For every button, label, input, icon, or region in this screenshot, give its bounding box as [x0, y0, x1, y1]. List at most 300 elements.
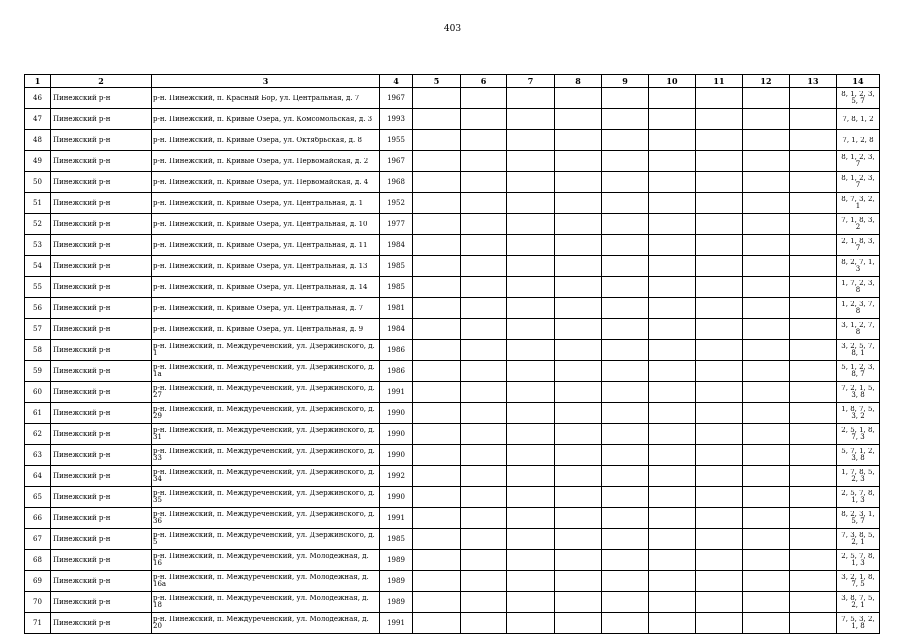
empty-cell-col-8: [555, 235, 602, 256]
row-number-cell: 50: [25, 172, 51, 193]
address-cell: [152, 277, 380, 298]
empty-cell-col-11: [696, 88, 743, 109]
table-row: [25, 319, 880, 340]
address-cell-text: р-н. Пинежский, п. Кривые Озера, ул. Центральная, д. 9: [153, 325, 364, 333]
empty-cell-col-5: [413, 256, 461, 277]
address-cell: [152, 130, 380, 151]
empty-cell-col-12: [743, 592, 790, 613]
codes-cell-text: 8, 2, 7, 1, 3: [841, 259, 875, 273]
table-row: [25, 508, 880, 529]
codes-cell: [837, 592, 880, 613]
year-cell: 1985: [380, 529, 413, 550]
address-cell: [152, 256, 380, 277]
empty-cell-col-11: [696, 130, 743, 151]
year-cell: 1967: [380, 88, 413, 109]
empty-cell-col-5: [413, 172, 461, 193]
empty-cell-col-9: [602, 214, 649, 235]
empty-cell-col-11: [696, 109, 743, 130]
empty-cell-col-9: [602, 172, 649, 193]
empty-cell-col-11: [696, 424, 743, 445]
table-row: [25, 214, 880, 235]
year-cell: 1984: [380, 319, 413, 340]
empty-cell-col-8: [555, 403, 602, 424]
row-number-cell: 47: [25, 109, 51, 130]
empty-cell-col-9: [602, 382, 649, 403]
empty-cell-col-11: [696, 277, 743, 298]
codes-cell-text: 8, 1, 2, 3, 7: [841, 175, 875, 189]
empty-cell-col-8: [555, 466, 602, 487]
address-cell-text: р-н. Пинежский, п. Междуреченский, ул. Дзержинского, д. 34: [153, 469, 375, 483]
empty-cell-col-12: [743, 109, 790, 130]
table-row: [25, 151, 880, 172]
empty-cell-col-12: [743, 466, 790, 487]
empty-cell-col-6: [461, 340, 507, 361]
empty-cell-col-5: [413, 235, 461, 256]
empty-cell-col-5: [413, 109, 461, 130]
table-row: [25, 361, 880, 382]
empty-cell-col-10: [649, 151, 696, 172]
empty-cell-col-8: [555, 109, 602, 130]
address-cell-text: р-н. Пинежский, п. Междуреченский, ул. Дзержинского, д. 29: [153, 406, 375, 420]
empty-cell-col-10: [649, 445, 696, 466]
address-cell: [152, 361, 380, 382]
address-cell-text: р-н. Пинежский, п. Междуреченский, ул. Молодежная, д. 16а: [153, 574, 369, 588]
table-row: [25, 403, 880, 424]
empty-cell-col-11: [696, 613, 743, 634]
empty-cell-col-9: [602, 88, 649, 109]
empty-cell-col-5: [413, 361, 461, 382]
empty-cell-col-7: [507, 592, 555, 613]
codes-cell-text: 1, 8, 7, 5, 3, 2: [841, 406, 875, 420]
empty-cell-col-5: [413, 340, 461, 361]
empty-cell-col-11: [696, 319, 743, 340]
district-cell: Пинежский р-н: [51, 592, 152, 613]
district-cell: Пинежский р-н: [51, 403, 152, 424]
codes-cell: [837, 424, 880, 445]
address-cell: [152, 424, 380, 445]
row-number-cell: 52: [25, 214, 51, 235]
empty-cell-col-7: [507, 508, 555, 529]
empty-cell-col-10: [649, 361, 696, 382]
empty-cell-col-5: [413, 424, 461, 445]
address-cell-text: р-н. Пинежский, п. Междуреченский, ул. Дзержинского, д. 1а: [153, 364, 375, 378]
page-number: 403: [443, 24, 462, 34]
empty-cell-col-9: [602, 571, 649, 592]
empty-cell-col-10: [649, 613, 696, 634]
empty-cell-col-6: [461, 592, 507, 613]
codes-cell: [837, 214, 880, 235]
table-row: [25, 571, 880, 592]
table-row: [25, 340, 880, 361]
district-cell: Пинежский р-н: [51, 550, 152, 571]
table-row: [25, 487, 880, 508]
codes-cell: [837, 319, 880, 340]
empty-cell-col-10: [649, 550, 696, 571]
row-number-cell: 54: [25, 256, 51, 277]
address-cell: [152, 88, 380, 109]
address-cell-text: р-н. Пинежский, п. Кривые Озера, ул. Центральная, д. 13: [153, 262, 368, 270]
empty-cell-col-12: [743, 256, 790, 277]
district-cell: Пинежский р-н: [51, 151, 152, 172]
empty-cell-col-12: [743, 571, 790, 592]
codes-cell: [837, 571, 880, 592]
address-cell-text: р-н. Пинежский, п. Кривые Озера, ул. Центральная, д. 14: [153, 283, 368, 291]
empty-cell-col-8: [555, 151, 602, 172]
empty-cell-col-13: [790, 340, 837, 361]
empty-cell-col-7: [507, 109, 555, 130]
row-number-cell: 69: [25, 571, 51, 592]
codes-cell: [837, 550, 880, 571]
address-cell: [152, 193, 380, 214]
empty-cell-col-13: [790, 613, 837, 634]
district-cell: Пинежский р-н: [51, 361, 152, 382]
year-cell: 1977: [380, 214, 413, 235]
district-cell: Пинежский р-н: [51, 277, 152, 298]
empty-cell-col-12: [743, 193, 790, 214]
empty-cell-col-8: [555, 550, 602, 571]
empty-cell-col-10: [649, 571, 696, 592]
address-cell: [152, 529, 380, 550]
codes-cell: [837, 88, 880, 109]
address-cell-text: р-н. Пинежский, п. Красный Бор, ул. Центральная, д. 7: [153, 94, 360, 102]
empty-cell-col-13: [790, 466, 837, 487]
empty-cell-col-12: [743, 88, 790, 109]
empty-cell-col-7: [507, 298, 555, 319]
row-number-cell: 62: [25, 424, 51, 445]
codes-cell-text: 5, 1, 2, 3, 8, 7: [841, 364, 875, 378]
empty-cell-col-8: [555, 508, 602, 529]
empty-cell-col-9: [602, 151, 649, 172]
empty-cell-col-5: [413, 319, 461, 340]
row-number-cell: 63: [25, 445, 51, 466]
year-cell: 1993: [380, 109, 413, 130]
empty-cell-col-12: [743, 613, 790, 634]
codes-cell: [837, 613, 880, 634]
address-cell: [152, 382, 380, 403]
empty-cell-col-7: [507, 529, 555, 550]
codes-cell-text: 3, 8, 7, 5, 2, 1: [841, 595, 875, 609]
address-cell-text: р-н. Пинежский, п. Междуреченский, ул. Молодежная, д. 16: [153, 553, 369, 567]
empty-cell-col-6: [461, 130, 507, 151]
empty-cell-col-13: [790, 235, 837, 256]
empty-cell-col-9: [602, 298, 649, 319]
district-cell: Пинежский р-н: [51, 340, 152, 361]
empty-cell-col-9: [602, 529, 649, 550]
address-cell-text: р-н. Пинежский, п. Кривые Озера, ул. Центральная, д. 11: [153, 241, 368, 249]
address-cell: [152, 109, 380, 130]
column-header-7: 7: [507, 75, 555, 88]
empty-cell-col-10: [649, 235, 696, 256]
empty-cell-col-9: [602, 550, 649, 571]
row-number-cell: 67: [25, 529, 51, 550]
empty-cell-col-5: [413, 277, 461, 298]
district-cell: Пинежский р-н: [51, 466, 152, 487]
empty-cell-col-10: [649, 256, 696, 277]
empty-cell-col-12: [743, 529, 790, 550]
codes-cell: [837, 487, 880, 508]
address-cell: [152, 571, 380, 592]
codes-cell-text: 8, 1, 2, 3, 5, 7: [841, 91, 875, 105]
empty-cell-col-11: [696, 382, 743, 403]
codes-cell: [837, 235, 880, 256]
empty-cell-col-10: [649, 214, 696, 235]
empty-cell-col-6: [461, 172, 507, 193]
empty-cell-col-7: [507, 88, 555, 109]
empty-cell-col-11: [696, 151, 743, 172]
district-cell: Пинежский р-н: [51, 382, 152, 403]
codes-cell: [837, 466, 880, 487]
empty-cell-col-13: [790, 592, 837, 613]
table-row: [25, 172, 880, 193]
empty-cell-col-5: [413, 466, 461, 487]
address-cell: [152, 508, 380, 529]
empty-cell-col-11: [696, 466, 743, 487]
column-header-1: 1: [25, 75, 51, 88]
empty-cell-col-8: [555, 571, 602, 592]
address-cell-text: р-н. Пинежский, п. Кривые Озера, ул. Центральная, д. 7: [153, 304, 364, 312]
empty-cell-col-11: [696, 361, 743, 382]
year-cell: 1985: [380, 277, 413, 298]
empty-cell-col-9: [602, 256, 649, 277]
empty-cell-col-11: [696, 445, 743, 466]
empty-cell-col-11: [696, 193, 743, 214]
empty-cell-col-6: [461, 571, 507, 592]
empty-cell-col-13: [790, 109, 837, 130]
empty-cell-col-5: [413, 298, 461, 319]
table-row: [25, 109, 880, 130]
row-number-cell: 68: [25, 550, 51, 571]
empty-cell-col-8: [555, 487, 602, 508]
column-header-8: 8: [555, 75, 602, 88]
empty-cell-col-9: [602, 487, 649, 508]
district-cell: Пинежский р-н: [51, 298, 152, 319]
empty-cell-col-9: [602, 613, 649, 634]
empty-cell-col-6: [461, 403, 507, 424]
empty-cell-col-5: [413, 445, 461, 466]
year-cell: 1990: [380, 487, 413, 508]
empty-cell-col-7: [507, 214, 555, 235]
empty-cell-col-12: [743, 151, 790, 172]
empty-cell-col-10: [649, 109, 696, 130]
empty-cell-col-12: [743, 298, 790, 319]
row-number-cell: 66: [25, 508, 51, 529]
column-header-12: 12: [743, 75, 790, 88]
empty-cell-col-12: [743, 340, 790, 361]
empty-cell-col-5: [413, 193, 461, 214]
year-cell: 1989: [380, 550, 413, 571]
table-row: [25, 529, 880, 550]
district-cell: Пинежский р-н: [51, 508, 152, 529]
empty-cell-col-9: [602, 235, 649, 256]
empty-cell-col-6: [461, 529, 507, 550]
empty-cell-col-13: [790, 361, 837, 382]
codes-cell-text: 8, 7, 3, 2, 1: [841, 196, 875, 210]
address-cell: [152, 550, 380, 571]
empty-cell-col-8: [555, 298, 602, 319]
codes-cell: [837, 193, 880, 214]
address-cell: [152, 319, 380, 340]
empty-cell-col-8: [555, 172, 602, 193]
empty-cell-col-7: [507, 319, 555, 340]
address-cell-text: р-н. Пинежский, п. Междуреченский, ул. Молодежная, д. 20: [153, 616, 369, 630]
empty-cell-col-6: [461, 466, 507, 487]
row-number-cell: 49: [25, 151, 51, 172]
empty-cell-col-7: [507, 550, 555, 571]
header-row: [25, 75, 880, 88]
registry-table: [24, 74, 880, 634]
empty-cell-col-11: [696, 256, 743, 277]
empty-cell-col-9: [602, 130, 649, 151]
empty-cell-col-12: [743, 172, 790, 193]
empty-cell-col-5: [413, 151, 461, 172]
empty-cell-col-12: [743, 361, 790, 382]
empty-cell-col-11: [696, 403, 743, 424]
codes-cell-text: 8, 1, 2, 3, 7: [841, 154, 875, 168]
empty-cell-col-8: [555, 424, 602, 445]
empty-cell-col-13: [790, 445, 837, 466]
empty-cell-col-6: [461, 193, 507, 214]
codes-cell: [837, 508, 880, 529]
empty-cell-col-5: [413, 529, 461, 550]
empty-cell-col-11: [696, 592, 743, 613]
district-cell: Пинежский р-н: [51, 319, 152, 340]
codes-cell-text: 3, 1, 2, 7, 8: [841, 322, 875, 336]
empty-cell-col-6: [461, 109, 507, 130]
empty-cell-col-7: [507, 277, 555, 298]
empty-cell-col-6: [461, 88, 507, 109]
year-cell: 1984: [380, 235, 413, 256]
row-number-cell: 61: [25, 403, 51, 424]
year-cell: 1955: [380, 130, 413, 151]
empty-cell-col-9: [602, 319, 649, 340]
district-cell: Пинежский р-н: [51, 88, 152, 109]
codes-cell-text: 7, 2, 1, 5, 3, 8: [841, 385, 875, 399]
empty-cell-col-6: [461, 277, 507, 298]
district-cell: Пинежский р-н: [51, 193, 152, 214]
year-cell: 1990: [380, 403, 413, 424]
codes-cell-text: 1, 2, 3, 7, 8: [841, 301, 875, 315]
address-cell-text: р-н. Пинежский, п. Междуреченский, ул. Дзержинского, д. 36: [153, 511, 375, 525]
address-cell-text: р-н. Пинежский, п. Кривые Озера, ул. Первомайская, д. 4: [153, 178, 369, 186]
empty-cell-col-6: [461, 151, 507, 172]
empty-cell-col-10: [649, 277, 696, 298]
empty-cell-col-10: [649, 529, 696, 550]
year-cell: 1989: [380, 571, 413, 592]
year-cell: 1991: [380, 613, 413, 634]
empty-cell-col-8: [555, 361, 602, 382]
empty-cell-col-8: [555, 256, 602, 277]
empty-cell-col-12: [743, 277, 790, 298]
empty-cell-col-6: [461, 361, 507, 382]
empty-cell-col-5: [413, 571, 461, 592]
empty-cell-col-12: [743, 445, 790, 466]
empty-cell-col-11: [696, 508, 743, 529]
address-cell: [152, 172, 380, 193]
address-cell: [152, 592, 380, 613]
empty-cell-col-7: [507, 340, 555, 361]
codes-cell-text: 1, 7, 8, 5, 2, 3: [841, 469, 875, 483]
row-number-cell: 48: [25, 130, 51, 151]
address-cell: [152, 403, 380, 424]
empty-cell-col-7: [507, 466, 555, 487]
empty-cell-col-11: [696, 487, 743, 508]
row-number-cell: 59: [25, 361, 51, 382]
table-row: [25, 592, 880, 613]
empty-cell-col-6: [461, 319, 507, 340]
empty-cell-col-8: [555, 319, 602, 340]
district-cell: Пинежский р-н: [51, 256, 152, 277]
empty-cell-col-5: [413, 130, 461, 151]
empty-cell-col-11: [696, 235, 743, 256]
empty-cell-col-12: [743, 130, 790, 151]
address-cell-text: р-н. Пинежский, п. Кривые Озера, ул. Октябрьская, д. 8: [153, 136, 362, 144]
row-number-cell: 57: [25, 319, 51, 340]
empty-cell-col-13: [790, 403, 837, 424]
empty-cell-col-12: [743, 382, 790, 403]
empty-cell-col-9: [602, 340, 649, 361]
empty-cell-col-8: [555, 340, 602, 361]
empty-cell-col-7: [507, 361, 555, 382]
empty-cell-col-10: [649, 466, 696, 487]
table-row: [25, 466, 880, 487]
empty-cell-col-12: [743, 235, 790, 256]
empty-cell-col-6: [461, 382, 507, 403]
address-cell: [152, 466, 380, 487]
address-cell-text: р-н. Пинежский, п. Междуреченский, ул. Дзержинского, д. 5: [153, 532, 375, 546]
table-row: [25, 445, 880, 466]
table-row: [25, 424, 880, 445]
codes-cell: [837, 445, 880, 466]
empty-cell-col-5: [413, 88, 461, 109]
empty-cell-col-8: [555, 382, 602, 403]
district-cell: Пинежский р-н: [51, 109, 152, 130]
codes-cell-text: 7, 5, 3, 2, 1, 8: [841, 616, 875, 630]
year-cell: 1990: [380, 445, 413, 466]
empty-cell-col-9: [602, 193, 649, 214]
empty-cell-col-10: [649, 130, 696, 151]
year-cell: 1967: [380, 151, 413, 172]
row-number-cell: 46: [25, 88, 51, 109]
address-cell-text: р-н. Пинежский, п. Междуреченский, ул. Дзержинского, д. 31: [153, 427, 375, 441]
row-number-cell: 55: [25, 277, 51, 298]
empty-cell-col-5: [413, 592, 461, 613]
empty-cell-col-10: [649, 298, 696, 319]
codes-cell-text: 2, 5, 1, 8, 7, 3: [841, 427, 875, 441]
empty-cell-col-9: [602, 466, 649, 487]
empty-cell-col-7: [507, 403, 555, 424]
district-cell: Пинежский р-н: [51, 424, 152, 445]
empty-cell-col-10: [649, 193, 696, 214]
column-header-10: 10: [649, 75, 696, 88]
empty-cell-col-9: [602, 361, 649, 382]
empty-cell-col-13: [790, 382, 837, 403]
empty-cell-col-8: [555, 277, 602, 298]
empty-cell-col-6: [461, 508, 507, 529]
codes-cell: [837, 529, 880, 550]
table-body: [25, 88, 880, 634]
codes-cell-text: 7, 1, 2, 8: [842, 136, 874, 144]
empty-cell-col-10: [649, 340, 696, 361]
codes-cell-text: 7, 3, 8, 5, 2, 1: [841, 532, 875, 546]
empty-cell-col-9: [602, 403, 649, 424]
empty-cell-col-9: [602, 109, 649, 130]
empty-cell-col-13: [790, 214, 837, 235]
empty-cell-col-7: [507, 571, 555, 592]
address-cell-text: р-н. Пинежский, п. Междуреченский, ул. Молодежная, д. 18: [153, 595, 369, 609]
table-row: [25, 550, 880, 571]
empty-cell-col-6: [461, 214, 507, 235]
table-row: [25, 130, 880, 151]
